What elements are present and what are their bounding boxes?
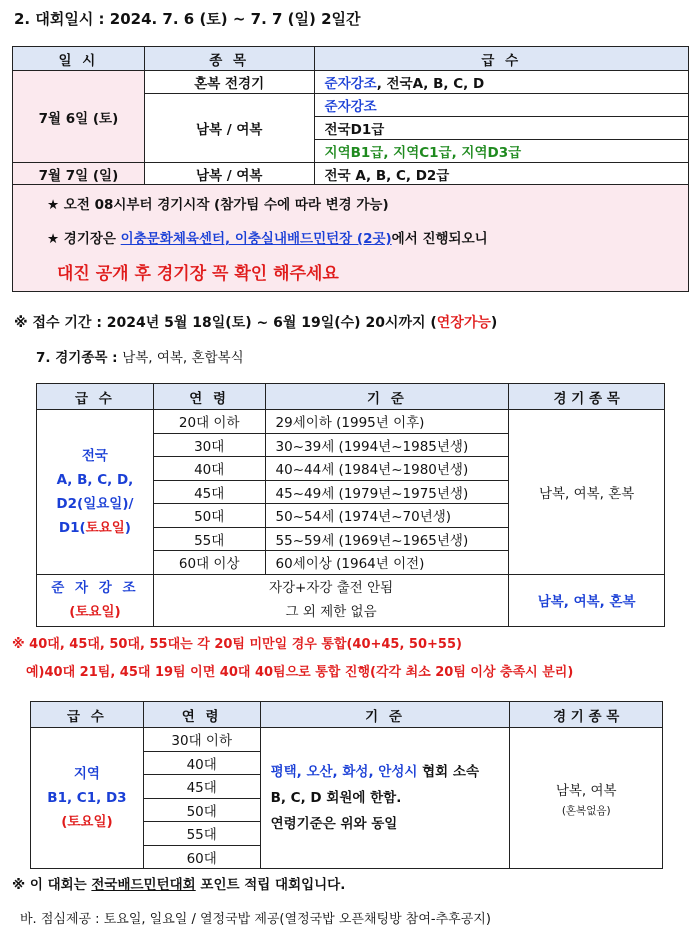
events-label: 7. 경기종목 :: [36, 350, 123, 366]
t2-crit3: 연령기준은 위와 동일: [270, 816, 398, 832]
note-start-time: ★ 오전 08시부터 경기시작 (참가팀 수에 따라 변경 가능): [47, 197, 389, 213]
t1-grade-line3: D2(일요일)/: [56, 495, 134, 512]
points-tournament: 전국배드민턴대회: [91, 877, 196, 893]
t1-semi-pro-criteria: [153, 574, 508, 626]
registration-close: ): [490, 315, 498, 331]
schedule-event-mixed: 혼복 전경기: [144, 71, 314, 94]
t2-age: 30대 이하: [143, 728, 260, 752]
schedule-day2: 7월 7일 (일): [13, 163, 145, 185]
t1-criteria: 55~59세 (1969년~1965년생): [265, 527, 509, 551]
note-venue: [47, 227, 688, 247]
points-note: [12, 873, 345, 893]
t1-criteria: 40~44세 (1984년~1980년생): [265, 457, 509, 481]
schedule-grade-row3: 전국D1급: [314, 117, 688, 140]
t1-criteria: 29세이하 (1995년 이후): [265, 410, 509, 434]
t2-header-criteria: 기 준: [260, 702, 510, 728]
schedule-heading: [14, 8, 361, 29]
schedule-header-date: 일 시: [13, 47, 145, 71]
t2-regional-grade: [31, 728, 144, 869]
t1-grade-close: ): [124, 519, 131, 536]
t1-age: 60대 이상: [153, 551, 265, 575]
lunch-note: 바. 점심제공 : 토요일, 일요일 / 열정국밥 제공(열정국밥 오픈채팅방 참여-추후공지): [20, 912, 491, 927]
schedule-table: [12, 46, 689, 292]
schedule-event-mw-day2: 남복 / 여복: [144, 163, 314, 185]
t1-grade-line2: A, B, C, D,: [56, 471, 134, 488]
note-check-venue: 대진 공개 후 경기장 꼭 확인 해주세요: [57, 264, 339, 284]
t2-crit-assoc: 협회 소속: [417, 764, 479, 780]
t2-age: 55대: [143, 822, 260, 846]
t2-crit1: [271, 759, 507, 785]
t1-events: 남복, 여복, 혼복: [509, 410, 665, 575]
t1-national-grade: [37, 410, 154, 575]
t2-header-grade: 급 수: [31, 702, 144, 728]
t1-criteria: 30~39세 (1994년~1985년생): [265, 433, 509, 457]
t1-header-age: 연 령: [153, 384, 265, 410]
t2-events-note: (혼복없음): [561, 804, 611, 817]
merge-note-1: ※ 40대, 45대, 50대, 55대는 각 20팀 미만일 경우 통합(40+45, 50+55): [12, 637, 462, 652]
t2-age: 60대: [143, 845, 260, 869]
schedule-grade-row1: [314, 71, 688, 94]
schedule-header-event: 종 목: [144, 47, 314, 71]
t2-events-cell: [510, 728, 663, 869]
t2-crit-cities: 평택, 오산, 화성, 안성시: [270, 764, 418, 780]
note-venue-prefix: ★ 경기장은: [47, 231, 121, 247]
t1-criteria: 60세이상 (1964년 이전): [265, 551, 509, 575]
t2-criteria: [260, 728, 510, 869]
national-grades: , 전국A, B, C, D: [376, 76, 485, 92]
t1-age: 45대: [153, 480, 265, 504]
t1-grade-line4: [40, 516, 150, 540]
t1-header-criteria: 기 준: [265, 384, 509, 410]
t2-events: 남복, 여복: [555, 782, 617, 799]
t1-age: 50대: [153, 504, 265, 528]
t2-grade-line3: (토요일): [61, 814, 113, 830]
t1-semi-pro-day: (토요일): [69, 604, 121, 620]
t1-criteria: 45~49세 (1979년~1975년생): [265, 480, 509, 504]
note-venue-names: 이충문화체육센터, 이충실내배드민턴장 (2곳): [120, 231, 392, 247]
t1-age: 30대: [153, 433, 265, 457]
t2-grade-line1: 지역: [73, 766, 100, 782]
merge-note-2: 예)40대 21팀, 45대 19팀 이면 40대 40팀으로 통합 진행(각각 최소 20팀 이상 충족시 분리): [26, 665, 574, 680]
registration-extendable: 연장가능: [436, 315, 491, 331]
t1-semi-crit1: 자강+자강 출전 안됨: [268, 580, 394, 596]
t2-header-age: 연 령: [143, 702, 260, 728]
schedule-heading-dates: 2024. 7. 6 (토) ~ 7. 7 (일) 2일간: [109, 10, 361, 28]
schedule-header-grade: 급 수: [314, 47, 688, 71]
t1-age: 20대 이하: [153, 410, 265, 434]
registration-text: ※ 접수 기간 : 2024년 5월 18일(토) ~ 6월 19일(수) 20시까지 (: [14, 315, 437, 331]
t1-grade-saturday: 토요일: [85, 519, 125, 536]
t1-semi-pro-events: 남복, 여복, 혼복: [509, 574, 665, 626]
schedule-notes: [13, 185, 689, 292]
t1-semi-pro-grade: [37, 574, 154, 626]
events-value: 남복, 여복, 혼합복식: [122, 350, 244, 366]
t2-age: 45대: [143, 775, 260, 799]
t1-age: 40대: [153, 457, 265, 481]
t1-criteria: 50~54세 (1974년~70년생): [265, 504, 509, 528]
schedule-event-mw: 남복 / 여복: [144, 94, 314, 163]
events-line: [36, 346, 244, 366]
t1-grade-d1: D1(: [58, 519, 86, 536]
t1-semi-pro-label: 준 자 강 조: [51, 580, 139, 596]
t1-header-grade: 급 수: [37, 384, 154, 410]
semi-pro-label: 준자강조: [324, 76, 377, 92]
national-grade-table: [36, 383, 665, 627]
t2-age: 50대: [143, 798, 260, 822]
schedule-grade-row2: 준자강조: [314, 94, 688, 117]
points-suffix: 포인트 적립 대회입니다.: [195, 877, 346, 893]
t1-semi-crit2: 그 외 제한 없음: [285, 604, 377, 620]
schedule-grade-row5: 전국 A, B, C, D2급: [314, 163, 688, 185]
schedule-grade-row4: 지역B1급, 지역C1급, 지역D3급: [314, 140, 688, 163]
t2-grade-line2: B1, C1, D3: [47, 790, 127, 806]
t1-age: 55대: [153, 527, 265, 551]
regional-grade-table: [30, 701, 663, 869]
t1-header-events: 경 기 종 목: [509, 384, 665, 410]
schedule-day1: 7월 6일 (토): [13, 71, 145, 163]
t2-age: 40대: [143, 751, 260, 775]
schedule-heading-prefix: 2. 대회일시 :: [14, 10, 110, 28]
registration-period: [14, 312, 497, 332]
t2-header-events: 경 기 종 목: [510, 702, 663, 728]
points-prefix: ※ 이 대회는: [12, 877, 92, 893]
note-venue-suffix: 에서 진행되오니: [391, 231, 488, 247]
t1-grade-line1: 전국: [81, 447, 108, 464]
t2-crit2: B, C, D 회원에 한함.: [270, 790, 402, 806]
